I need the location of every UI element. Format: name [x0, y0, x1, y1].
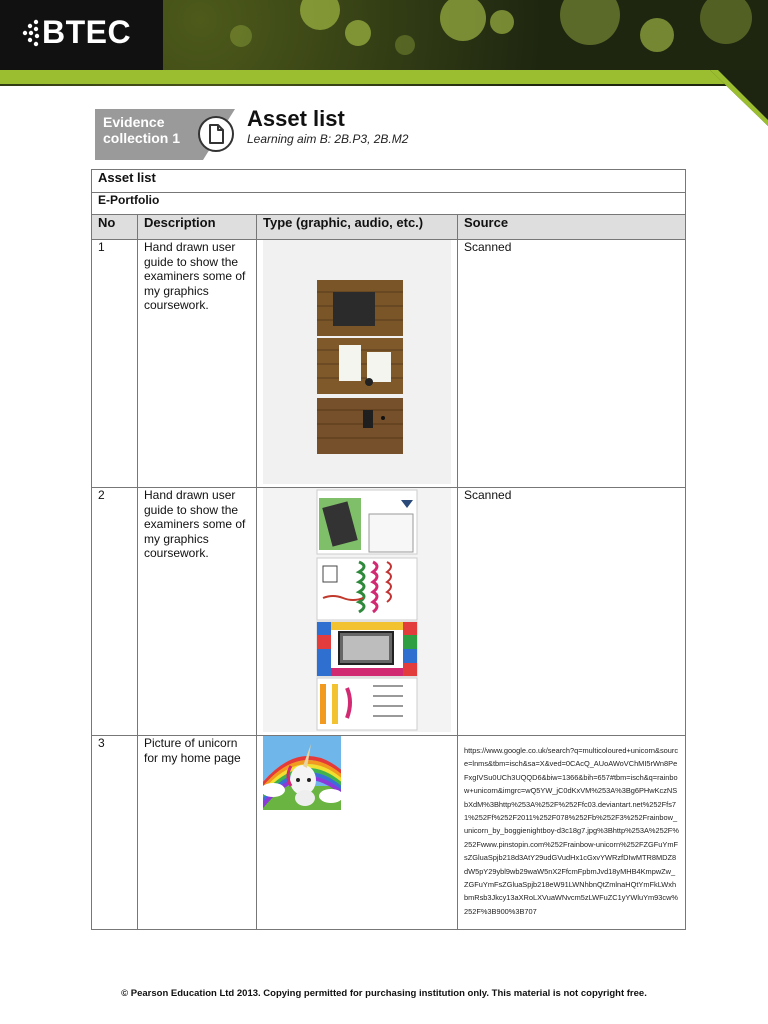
btec-logo	[22, 14, 131, 51]
asset-list-table	[91, 169, 686, 930]
column-header-type: Type (graphic, audio, etc.)	[257, 215, 458, 240]
row-number: 3	[92, 736, 138, 930]
evidence-collection-tab	[95, 109, 235, 160]
page-corner-icon	[710, 70, 768, 126]
logo-text: BTEC	[42, 14, 132, 50]
row-number: 2	[92, 488, 138, 736]
table-section-row	[92, 193, 686, 215]
bokeh-light	[640, 18, 674, 52]
document-icon	[197, 115, 235, 153]
bokeh-light	[345, 20, 371, 46]
table-section: E-Portfolio	[92, 193, 686, 215]
column-header-no: No	[92, 215, 138, 240]
row-type-cell	[257, 736, 458, 930]
bokeh-light	[700, 0, 752, 44]
table-title-row	[92, 170, 686, 193]
bokeh-light	[560, 0, 620, 45]
evidence-collection-label: Evidence collection 1	[103, 114, 181, 146]
row-source: Scanned	[458, 240, 686, 488]
bokeh-light	[230, 25, 252, 47]
copyright-footer: © Pearson Education Ltd 2013. Copying permitted for purchasing institution only. This material is not copyright free.	[121, 988, 647, 999]
row-number: 1	[92, 240, 138, 488]
row-type-cell	[257, 488, 458, 736]
bokeh-light	[395, 35, 415, 55]
table-title: Asset list	[92, 170, 686, 193]
row-description: Hand drawn user guide to show the examiners some of my graphics coursework.	[138, 488, 257, 736]
row-source: Scanned	[458, 488, 686, 736]
scanned-wooden-phone-guide-image	[263, 240, 451, 484]
bokeh-light	[490, 10, 514, 34]
bokeh-light	[300, 0, 340, 30]
green-stripe	[0, 70, 768, 84]
logo-dots-icon	[22, 18, 40, 48]
row-description: Picture of unicorn for my home page	[138, 736, 257, 930]
column-header-source: Source	[458, 215, 686, 240]
column-header-description: Description	[138, 215, 257, 240]
table-header-row	[92, 215, 686, 240]
row-source-cell	[458, 736, 686, 930]
table-row	[92, 736, 686, 930]
logo-box	[0, 0, 163, 70]
unicorn-rainbow-picture-image	[263, 736, 341, 810]
table-row	[92, 488, 686, 736]
page-title: Asset list	[247, 106, 345, 131]
page-subtitle: Learning aim B: 2B.P3, 2B.M2	[247, 132, 409, 146]
header-banner	[0, 0, 768, 86]
row-description: Hand drawn user guide to show the examiners some of my graphics coursework.	[138, 240, 257, 488]
scanned-colourful-user-guide-image	[263, 488, 451, 732]
table-row	[92, 240, 686, 488]
row-source-url: https://www.google.co.uk/search?q=multicoloured+unicorn&source=lnms&tbm=isch&sa=X&ved=0CAcQ_AUoAWoVChMI5rWn8PeFxgIVSu0UCh3UQQD6&biw=1366&bih=657#tbm=isch&q=rainbow+unicorn&imgrc=wQ5YW_jC0dKxVM%253A%3Bg6PHwKczNSbXdM%3Bhttp%253A%252F%252Ffc03.deviantart.net%252Ffs71%252Ff%252F2011%252F078%252Fb%252F3%252Frainbow_unicorn_by_boggienightboy-d3c18g7.jpg%3Bhttp%253A%252F%252Fwww.pinstopin.com%252Frainbow-unicorn%252FZGFuYmFsZGluaSpjb218d3AtY29udGVudHx1cGxvYWRzfDIwMTR8MDZ8dW5pY29ybl9wb29waW5nX2FfcmFpbmJvd18yMHB4KmpwZw_ZGFuYmFsZGluaSpjb218eW91LWNhbnQtZmlnaHQtYmFkLWxhbmRsb3Jkcy13aXRoLXVuaWNvcm5zLWFuZC1yYWluYm93cw%252F%3B900%3B707	[464, 746, 679, 916]
row-type-cell	[257, 240, 458, 488]
bokeh-light	[440, 0, 486, 41]
